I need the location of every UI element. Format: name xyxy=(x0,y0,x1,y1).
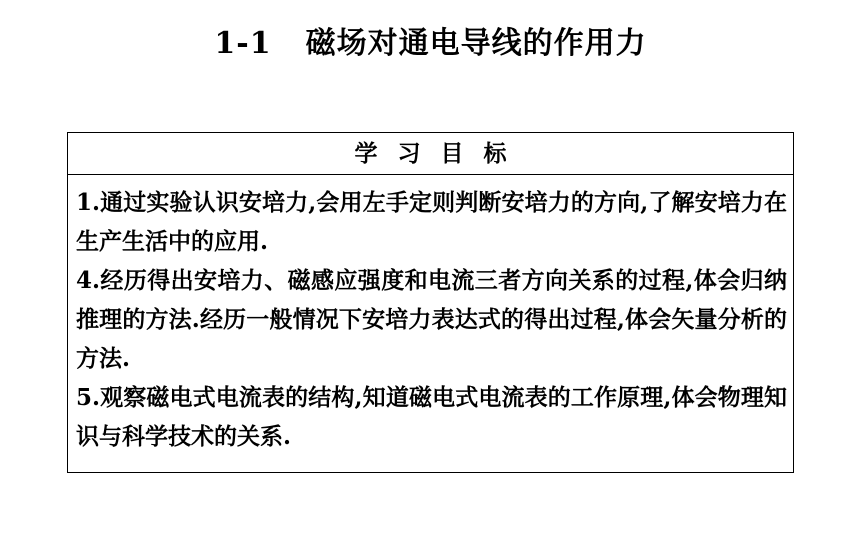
goal-text: 通过实验认识安培力,会用左手定则判断安培力的方向,了解安培力在生产生活中的应用. xyxy=(76,189,787,255)
goal-item-1 xyxy=(76,183,787,261)
goal-number: 4. xyxy=(76,267,101,294)
learning-goals-header: 学习目标 xyxy=(68,133,793,175)
goal-number: 5. xyxy=(76,384,101,411)
goal-text: 经历得出安培力、磁感应强度和电流三者方向关系的过程,体会归纳推理的方法.经历一般情况下安培力表达式的得出过程,体会矢量分析的方法. xyxy=(76,267,787,372)
learning-goals-box xyxy=(67,132,794,473)
goal-text: 观察磁电式电流表的结构,知道磁电式电流表的工作原理,体会物理知识与科学技术的关系. xyxy=(76,384,787,450)
section-title-text: 磁场对通电导线的作用力 xyxy=(305,26,647,61)
section-number: 1-1 xyxy=(214,26,272,61)
learning-goals-list xyxy=(68,175,793,456)
page-title xyxy=(0,18,861,62)
goal-number: 1. xyxy=(76,189,101,216)
goal-item-3 xyxy=(76,378,787,456)
goal-item-2 xyxy=(76,261,787,378)
